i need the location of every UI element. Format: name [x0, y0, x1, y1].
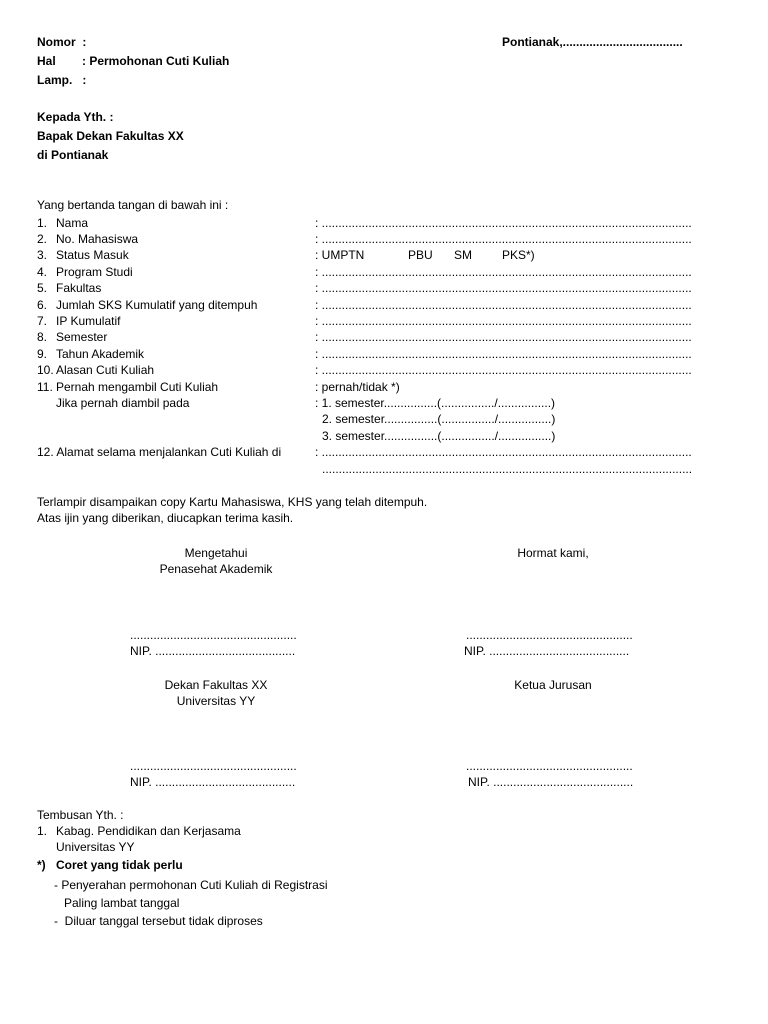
field-dots-nama: : ............................................................................................................... [315, 216, 692, 230]
field-number: 10. [37, 363, 54, 377]
field-number: 8. [37, 330, 48, 344]
status-option-pbu: PBU [408, 248, 433, 262]
recipient-city: di Pontianak [37, 148, 109, 162]
hal-label: Hal [37, 54, 56, 68]
semester-line-3: 3. semester................(................/................) [322, 429, 556, 443]
tembusan-item-1-univ: Universitas YY [56, 840, 135, 854]
field-dots-ip-kumulatif: : ............................................................................................................... [315, 314, 692, 328]
nip-line: NIP. .......................................... [130, 644, 296, 658]
nip-line: NIP. .......................................... [468, 775, 634, 789]
field-number: 6. [37, 298, 48, 312]
field-label-program-studi: Program Studi [56, 265, 133, 279]
hormat-kami-label: Hormat kami, [517, 546, 589, 560]
field-number: 9. [37, 347, 48, 361]
field-dots-no-mahasiswa: : ............................................................................................................... [315, 232, 692, 246]
nip-line: NIP. .......................................... [464, 644, 630, 658]
field-label-nama: Nama [56, 216, 89, 230]
note-star: *) [37, 858, 46, 872]
status-option-pks: PKS*) [502, 248, 535, 262]
nip-line: NIP. .......................................... [130, 775, 296, 789]
tembusan-item-1: Kabag. Pendidikan dan Kerjasama [56, 824, 241, 838]
field-label-alamat: 12. Alamat selama menjalankan Cuti Kuliah di [37, 445, 282, 459]
recipient-greeting: Kepada Yth. : [37, 110, 114, 124]
status-option-umptn: : UMPTN [315, 248, 365, 262]
universitas-label: Universitas YY [176, 694, 256, 708]
intro-text: Yang bertanda tangan di bawah ini : [37, 198, 229, 212]
pernah-value: : pernah/tidak *) [315, 380, 400, 394]
field-number: 4. [37, 265, 48, 279]
field-dots-fakultas: : ............................................................................................................... [315, 281, 692, 295]
hal-value: : Permohonan Cuti Kuliah [82, 54, 230, 68]
field-label-ip-kumulatif: IP Kumulatif [56, 314, 121, 328]
field-label-pernah: Pernah mengambil Cuti Kuliah [56, 380, 219, 394]
penasehat-akademik-label: Penasehat Akademik [159, 562, 273, 576]
field-number: 2. [37, 232, 48, 246]
field-label-no-mahasiswa: No. Mahasiswa [56, 232, 139, 246]
mengetahui-label: Mengetahui [184, 546, 248, 560]
note-penyerahan: - Penyerahan permohonan Cuti Kuliah di Registrasi [54, 878, 328, 892]
signature-name-line: .................................................. [466, 759, 633, 773]
recipient-name: Bapak Dekan Fakultas XX [37, 129, 184, 143]
field-label-fakultas: Fakultas [56, 281, 102, 295]
field-dots-alamat: : ............................................................................................................... [315, 445, 692, 459]
field-dots-program-studi: : ............................................................................................................... [315, 265, 692, 279]
field-label-alasan: Alasan Cuti Kuliah [56, 363, 155, 377]
field-label-jumlah-sks: Jumlah SKS Kumulatif yang ditempuh [56, 298, 258, 312]
field-dots-alamat-2: ............................................................................................................... [322, 462, 693, 476]
field-dots-jumlah-sks: : ............................................................................................................... [315, 298, 692, 312]
field-label-status-masuk: Status Masuk [56, 248, 129, 262]
field-dots-semester: : ............................................................................................................... [315, 330, 692, 344]
field-number: 7. [37, 314, 48, 328]
jika-pernah-label: Jika pernah diambil pada [56, 396, 190, 410]
field-number: 11. [37, 380, 53, 394]
semester-line-1: : 1. semester................(................/................) [315, 396, 556, 410]
field-number: 5. [37, 281, 48, 295]
tembusan-number: 1. [37, 824, 48, 838]
note-paling-lambat: Paling lambat tanggal [64, 896, 180, 910]
field-dots-tahun-akademik: : ............................................................................................................... [315, 347, 692, 361]
field-label-tahun-akademik: Tahun Akademik [56, 347, 145, 361]
field-dots-alasan: : ............................................................................................................... [315, 363, 692, 377]
field-number: 3. [37, 248, 48, 262]
field-label-semester: Semester [56, 330, 108, 344]
tembusan-title: Tembusan Yth. : [37, 808, 124, 822]
signature-name-line: .................................................. [130, 759, 297, 773]
semester-line-2: 2. semester................(................/................) [322, 412, 556, 426]
field-number: 1. [37, 216, 48, 230]
closing-line-2: Atas ijin yang diberikan, diucapkan terima kasih. [37, 511, 294, 525]
note-coret: Coret yang tidak perlu [56, 858, 183, 872]
signature-name-line: .................................................. [130, 628, 297, 642]
ketua-jurusan-label: Ketua Jurusan [514, 678, 592, 692]
nomor-label: Nomor : [37, 35, 87, 49]
note-diluar: - Diluar tanggal tersebut tidak diproses [54, 914, 263, 928]
signature-name-line: .................................................. [466, 628, 633, 642]
closing-line-1: Terlampir disampaikan copy Kartu Mahasiswa, KHS yang telah ditempuh. [37, 495, 428, 509]
status-option-sm: SM [454, 248, 472, 262]
dekan-label: Dekan Fakultas XX [164, 678, 268, 692]
lamp-label: Lamp. : [37, 73, 87, 87]
place-date: Pontianak,.................................... [502, 35, 683, 49]
